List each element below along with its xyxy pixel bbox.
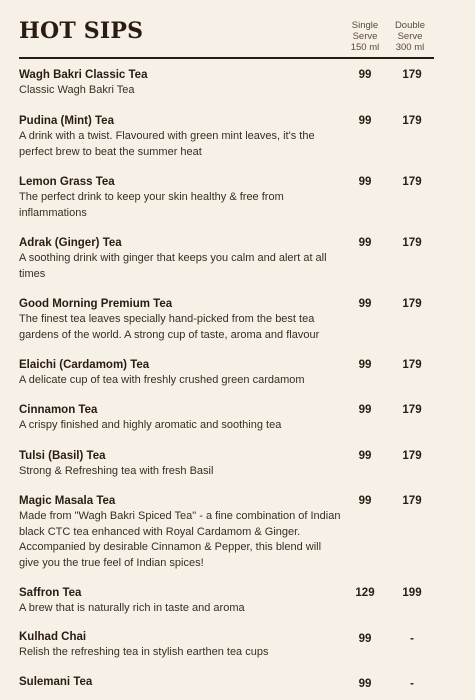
item-price-double: 179	[402, 495, 422, 507]
item-price-single: 99	[358, 678, 372, 690]
item-name: Wagh Bakri Classic Tea	[19, 69, 148, 81]
menu-item	[19, 403, 439, 434]
item-name: Lemon Grass Tea	[19, 176, 115, 188]
item-name: Magic Masala Tea	[19, 495, 116, 507]
double-serve-header-line2: Serve	[397, 31, 423, 42]
item-price-single: 99	[358, 359, 372, 371]
item-price-double: 179	[402, 298, 422, 310]
item-name: Sulemani Tea	[19, 676, 93, 688]
menu-item	[19, 449, 439, 480]
item-price-double: 179	[402, 359, 422, 371]
menu-item	[19, 175, 439, 221]
item-price-double: 179	[402, 237, 422, 249]
item-description: A soothing drink with ginger that keeps you calm and alert at all times	[19, 252, 327, 280]
item-price-single: 99	[358, 69, 372, 81]
menu-item	[19, 586, 439, 617]
menu-item	[19, 494, 439, 571]
single-serve-header-line1: Single	[351, 20, 379, 31]
single-serve-header-line2: Serve	[352, 31, 378, 42]
item-description: Classic Wagh Bakri Tea	[19, 84, 135, 96]
item-name: Elaichi (Cardamom) Tea	[19, 359, 150, 371]
item-description: A delicate cup of tea with freshly crushed green cardamom	[19, 374, 305, 386]
item-name: Saffron Tea	[19, 587, 82, 599]
item-price-double: 179	[402, 69, 422, 81]
double-serve-header-line1: Double	[394, 20, 426, 31]
header-divider	[19, 57, 434, 59]
item-price-single: 129	[355, 587, 375, 599]
menu-item	[19, 114, 439, 160]
item-name: Cinnamon Tea	[19, 404, 98, 416]
item-price-single: 99	[358, 298, 372, 310]
item-price-double: 179	[402, 404, 422, 416]
menu-item	[19, 675, 439, 690]
item-description: Relish the refreshing tea in stylish earthen tea cups	[19, 646, 269, 658]
item-description: A brew that is naturally rich in taste and aroma	[19, 602, 245, 614]
item-price-single: 99	[358, 176, 372, 188]
item-name: Pudina (Mint) Tea	[19, 115, 114, 127]
menu-item	[19, 358, 439, 389]
section-title: HOT SIPS	[19, 18, 144, 44]
item-name: Good Morning Premium Tea	[19, 298, 173, 310]
menu-item	[19, 297, 439, 343]
item-price-double: 179	[402, 115, 422, 127]
item-description: A drink with a twist. Flavoured with green mint leaves, it's the perfect brew to beat the summer heat	[19, 130, 315, 158]
item-price-single: 99	[358, 115, 372, 127]
single-serve-header-line3: 150 ml	[350, 42, 380, 53]
menu-item	[19, 236, 439, 282]
item-price-single: 99	[358, 404, 372, 416]
item-description: Strong & Refreshing tea with fresh Basil	[19, 465, 214, 477]
item-description: A crispy finished and highly aromatic and soothing tea	[19, 419, 282, 431]
menu-item	[19, 630, 439, 661]
item-price-single: 99	[358, 450, 372, 462]
item-price-single: 99	[358, 633, 372, 645]
item-price-double: 179	[402, 176, 422, 188]
item-name: Kulhad Chai	[19, 631, 87, 643]
item-name: Adrak (Ginger) Tea	[19, 237, 122, 249]
item-description: The finest tea leaves specially hand-picked from the best tea gardens of the world. A strong cup of taste, aroma and flavour	[19, 313, 320, 341]
item-price-double: -	[410, 633, 414, 645]
item-description: The perfect drink to keep your skin healthy & free from inflammations	[19, 191, 284, 219]
double-serve-header	[380, 20, 440, 53]
item-description: Made from "Wagh Bakri Spiced Tea" - a fine combination of Indian black CTC tea enhanced with Royal Cardamom & Ginger. Accompanied by desirable Cinnamon & Pepper, this blend will give you the true feel of Indian spices!	[19, 510, 341, 569]
double-serve-header-line3: 300 ml	[395, 42, 425, 53]
item-price-single: 99	[358, 495, 372, 507]
item-price-double: 179	[402, 450, 422, 462]
menu-item	[19, 68, 439, 99]
item-name: Tulsi (Basil) Tea	[19, 450, 106, 462]
item-price-double: -	[410, 678, 414, 690]
item-price-double: 199	[402, 587, 422, 599]
item-price-single: 99	[358, 237, 372, 249]
